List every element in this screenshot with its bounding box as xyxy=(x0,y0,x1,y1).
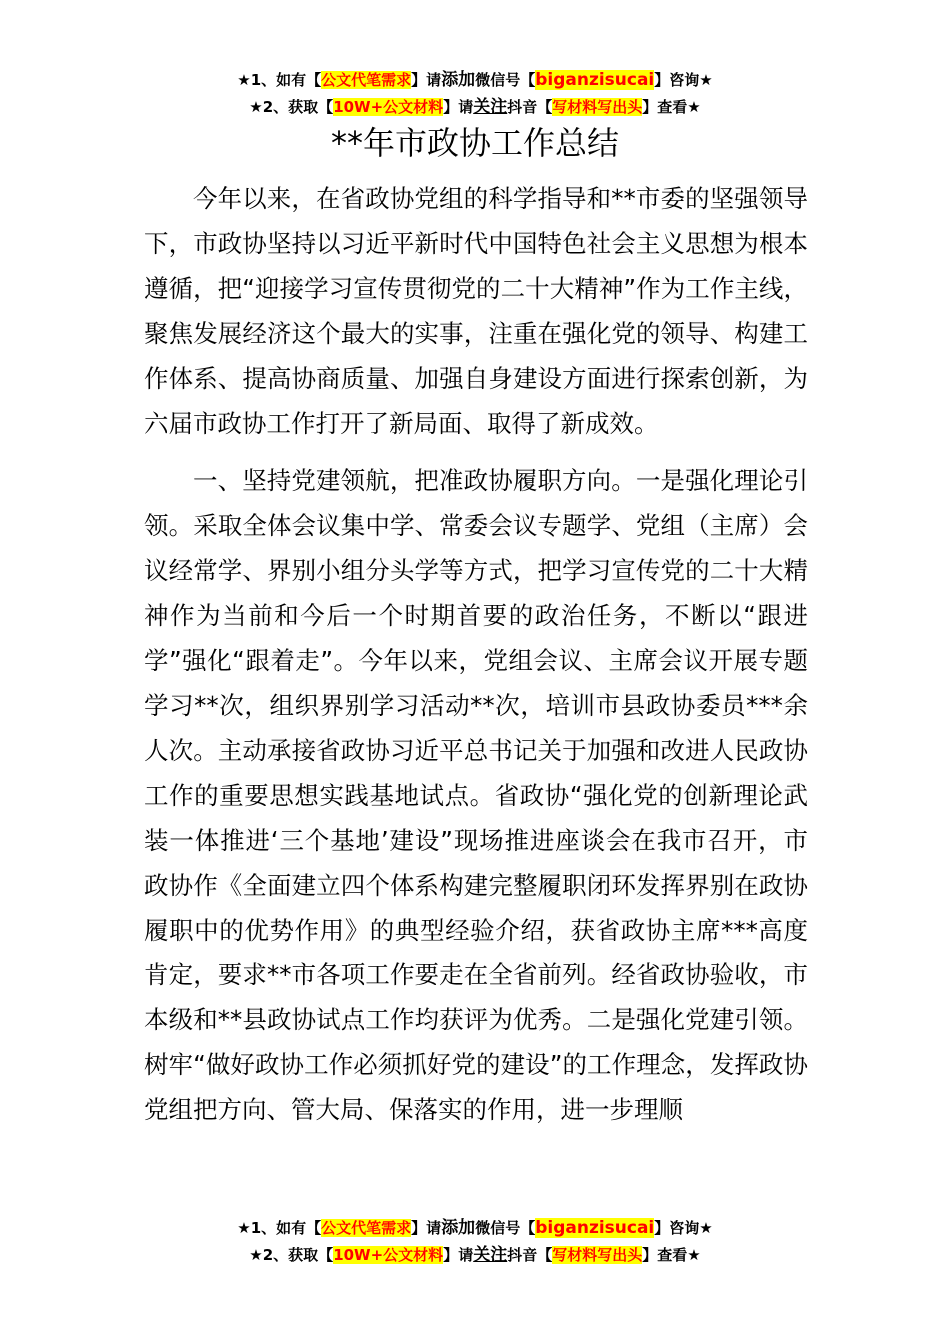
promo-line-2 xyxy=(0,1242,950,1269)
promo-text: 】查看★ xyxy=(642,1246,701,1264)
promo-text: 】请 xyxy=(411,71,442,89)
promo-text: ★1、如有【 xyxy=(237,71,322,89)
promo-text: 关注 xyxy=(473,97,508,117)
douyin-highlight: 写材料写出头 xyxy=(552,98,643,116)
promo-text: 微信号【 xyxy=(475,1219,536,1237)
promo-line-2 xyxy=(0,94,950,121)
promo-text: ★2、获取【 xyxy=(249,98,334,116)
promo-text: 】咨询★ xyxy=(654,71,713,89)
promo-line-1 xyxy=(0,67,950,94)
promo-text: 关注 xyxy=(473,1245,508,1265)
document-title: **年市政协工作总结 xyxy=(330,124,619,162)
promo-text: ★1、如有【 xyxy=(237,1219,322,1237)
promo-text: 】请 xyxy=(411,1219,442,1237)
wechat-id-highlight: biganzisucai xyxy=(535,70,655,90)
promo-text: 微信号【 xyxy=(475,71,536,89)
douyin-highlight: 写材料写出头 xyxy=(552,1246,643,1264)
promo-highlight: 10W+公文材料 xyxy=(333,1246,444,1264)
promo-text: 抖音【 xyxy=(507,98,553,116)
promo-text: 】咨询★ xyxy=(654,1219,713,1237)
promo-highlight: 公文代笔需求 xyxy=(321,1219,412,1237)
promo-text: 添加 xyxy=(441,70,476,90)
paragraph-section-1: 一、坚持党建领航，把准政协履职方向。一是强化理论引领。采取全体会议集中学、常委会议专题学、党组（主席）会议经常学、界别小组分头学等方式，把学习宣传党的二十大精神作为当前和今后一个时期首要的政治任务，不断以“跟进学”强化“跟着走”。今年以来，党组会议、主席会议开展专题学习**次，组织界别学习活动**次，培训市县政协委员***余人次。主动承接省政协习近平总书记关于加强和改进人民政协工作的重要思想实践基地试点。省政协“强化党的创新理论武装一体推进‘三个基地’建设”现场推进座谈会在我市召开，市政协作《全面建立四个体系构建完整履职闭环发挥界别在政协履职中的优势作用》的典型经验介绍，获省政协主席***高度肯定，要求**市各项工作要走在全省前列。经省政协验收，市本级和**县政协试点工作均获评为优秀。二是强化党建引领。树牢“做好政协工作必须抓好党的建设”的工作理念，发挥政协党组把方向、管大局、保落实的作用，进一步理顺 xyxy=(144,466,808,1125)
paragraph-intro: 今年以来，在省政协党组的科学指导和**市委的坚强领导下，市政协坚持以习近平新时代中国特色社会主义思想为根本遵循，把“迎接学习宣传贯彻党的二十大精神”作为工作主线，聚焦发展经济这个最大的实事，注重在强化党的领导、构建工作体系、提高协商质量、加强自身建设方面进行探索创新，为六届市政协工作打开了新局面、取得了新成效。 xyxy=(144,184,808,438)
promo-text: 】查看★ xyxy=(642,98,701,116)
promo-highlight: 公文代笔需求 xyxy=(321,71,412,89)
wechat-id-highlight: biganzisucai xyxy=(535,1218,655,1238)
promo-line-1 xyxy=(0,1215,950,1242)
promo-text: 抖音【 xyxy=(507,1246,553,1264)
promo-banner-top xyxy=(0,67,950,121)
promo-banner-bottom xyxy=(0,1215,950,1269)
promo-text: 】请 xyxy=(443,1246,474,1264)
promo-highlight: 10W+公文材料 xyxy=(333,98,444,116)
document-body xyxy=(144,177,808,1133)
promo-text: 】请 xyxy=(443,98,474,116)
promo-text: 添加 xyxy=(441,1218,476,1238)
promo-text: ★2、获取【 xyxy=(249,1246,334,1264)
